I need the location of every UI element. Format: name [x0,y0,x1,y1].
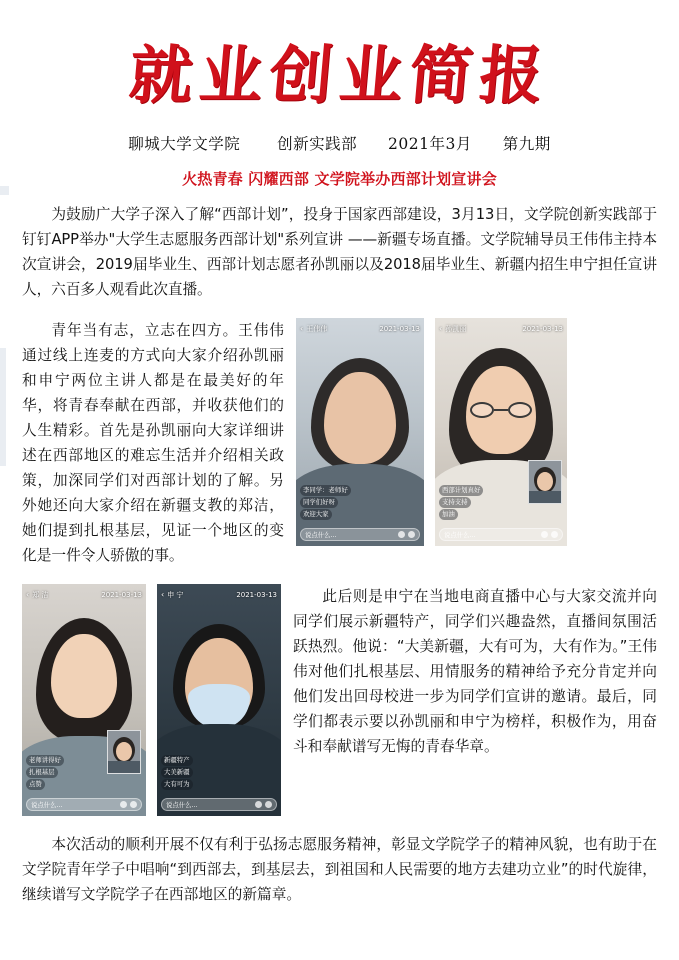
section-three [0,584,679,816]
chat-message: 老师讲得好 [26,755,64,766]
chat-input[interactable] [161,798,277,811]
chat-message: 欢迎大家 [300,509,332,520]
gift-icon[interactable] [130,801,137,808]
chat-action-icons[interactable] [541,531,558,538]
livestream-title: 郑 洁 [32,590,49,599]
chat-action-icons[interactable] [255,801,272,808]
byline-org: 聊城大学文学院 [128,135,241,153]
person-face [51,634,117,718]
livestream-topbar [22,588,146,601]
like-icon[interactable] [541,531,548,538]
photo-speaker-shenning [157,584,281,816]
chat-message: 新疆特产 [161,755,193,766]
like-icon[interactable] [398,531,405,538]
gift-icon[interactable] [265,801,272,808]
section-two-text [22,318,284,568]
chat-input-placeholder: 说点什么... [166,801,198,809]
livestream-title: 孙凯丽 [445,324,467,333]
livestream-topbar [435,322,567,335]
glasses-icon [470,402,532,418]
paragraph-4: 本次活动的顺利开展不仅有利于弘扬志愿服务精神，彰显文学院学子的精神风貌，也有助于在文学院青年学子中唱响“到西部去，到基层去，到祖国和人民需要的地方去建功立业”的时代旋律，继续谱写文学院学子在西部地区的新篇章。 [22,836,657,903]
chat-message: 李同学：老师好 [300,485,351,496]
chat-message: 同学们好呀 [300,497,338,508]
chat-input-placeholder: 说点什么... [444,531,476,539]
chat-message: 大有可为 [161,779,193,790]
back-chevron-icon[interactable]: ‹ [300,323,304,333]
byline-dept: 创新实践部 [277,135,358,153]
chat-input[interactable] [439,528,563,541]
photo-speaker-sunkaili [435,318,567,546]
back-chevron-icon[interactable]: ‹ [439,323,443,333]
section-three-text [293,584,657,759]
back-chevron-icon[interactable]: ‹ [26,589,30,599]
person-face [324,372,396,464]
paragraph-1: 为鼓励广大学子深入了解“西部计划”，投身于国家西部建设，3月13日，文学院创新实践部于钉钉APP举办"大学生志愿服务西部计划"系列宣讲 ——新疆专场直播。文学院辅导员王伟伟主持本次宣讲会，2019届毕业生、西部计划志愿者孙凯丽以及2018届毕业生、新疆内招生申宁担任宣讲人，六百多人观看此次直播。 [22,206,657,298]
photo-host-teacher [296,318,424,546]
photo-volunteer-zhengjie [22,584,146,816]
like-icon[interactable] [120,801,127,808]
chat-action-icons[interactable] [120,801,137,808]
byline-issue: 第九期 [502,135,551,153]
page-edge-artifact-top [0,186,9,195]
livestream-date: 2021-03-13 [522,324,563,333]
paragraph-2: 青年当有志，立志在四方。王伟伟通过线上连麦的方式向大家介绍孙凯丽和申宁两位主讲人都是在最美好的年华，将青春奉献在西部，并收获他们的人生精彩。首先是孙凯丽向大家详细讲述在西部地区的难忘生活并介绍相关政策，加深同学们对西部计划的了解。另外她还向大家介绍在新疆支教的郑洁，她们提到扎根基层，见证一个地区的变化是一件令人骄傲的事。 [22,322,284,564]
chat-message: 支持支持 [439,497,471,508]
chat-message: 加油 [439,509,458,520]
like-icon[interactable] [255,801,262,808]
chat-message: 大美新疆 [161,767,193,778]
byline [0,132,679,154]
page-edge-artifact-left [0,348,6,466]
livestream-date: 2021-03-13 [236,590,277,599]
back-chevron-icon[interactable]: ‹ [161,589,165,599]
byline-date: 2021年3月 [388,135,472,153]
chat-input[interactable] [300,528,420,541]
picture-in-picture-thumbnail[interactable] [107,730,141,774]
masthead [0,0,679,110]
picture-in-picture-thumbnail[interactable] [528,460,562,504]
photo-group-bottom [22,584,281,816]
section-two [0,318,679,568]
lead-paragraph-block [0,202,679,302]
livestream-title: 王伟伟 [306,324,328,333]
livestream-date: 2021-03-13 [379,324,420,333]
chat-message: 点赞 [26,779,45,790]
livestream-topbar [296,322,424,335]
chat-message: 扎根基层 [26,767,58,778]
chat-input-placeholder: 说点什么... [31,801,63,809]
section-four [0,832,679,907]
page-title: 就业创业简报 [126,38,553,112]
chat-action-icons[interactable] [398,531,415,538]
article-headline: 火热青春 闪耀西部 文学院举办西部计划宣讲会 [182,170,497,188]
livestream-title: 申 宁 [167,590,184,599]
chat-input-placeholder: 说点什么... [305,531,337,539]
livestream-topbar [157,588,281,601]
paragraph-3: 此后则是申宁在当地电商直播中心与大家交流并向同学们展示新疆特产，同学们兴趣盎然，直播间氛围活跃热烈。他说：“大美新疆，大有可为，大有作为。”王伟伟对他们扎根基层、用情服务的精神给予充分肯定并向他们发出回母校进一步为同学们宣讲的邀请。最后，同学们都表示要以孙凯丽和申宁为榜样，积极作为，用奋斗和奉献谱写无悔的青春华章。 [293,588,657,755]
chat-message: 西部计划真好 [439,485,483,496]
photo-group-top [296,318,657,546]
livestream-date: 2021-03-13 [101,590,142,599]
chat-input[interactable] [26,798,142,811]
gift-icon[interactable] [551,531,558,538]
gift-icon[interactable] [408,531,415,538]
